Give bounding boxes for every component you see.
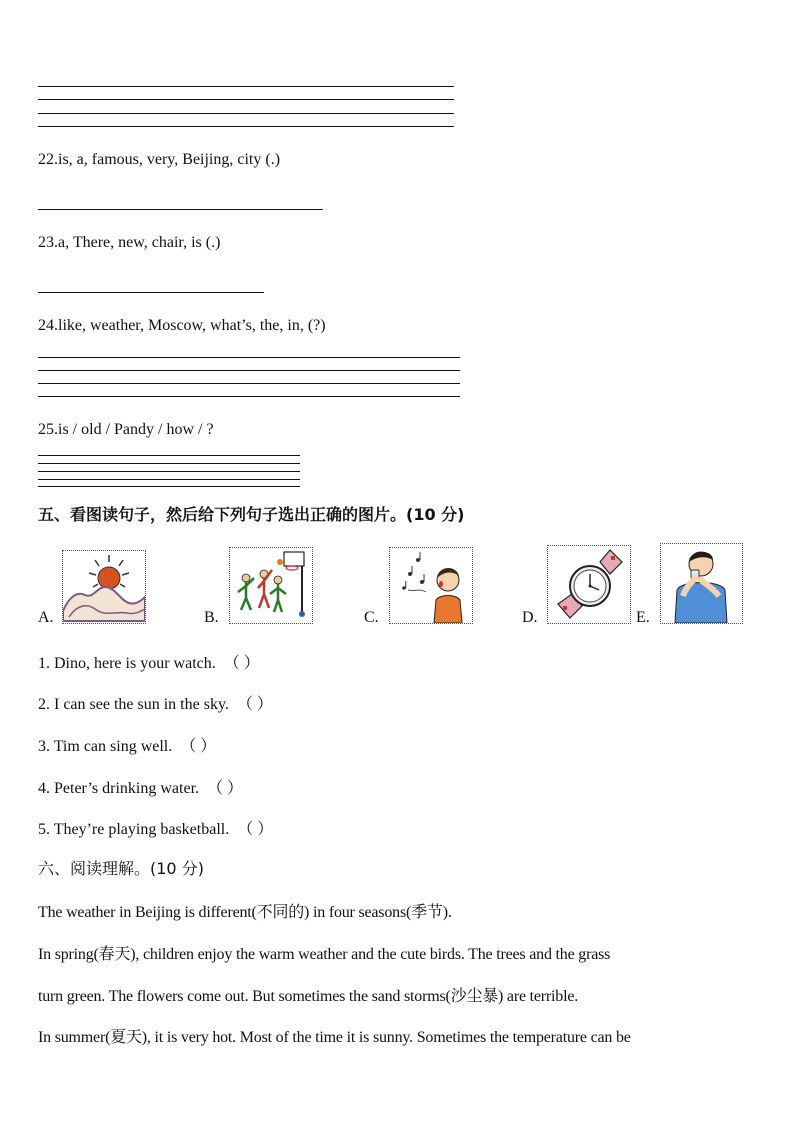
match-item: [38, 691, 273, 714]
answer-line[interactable]: [38, 126, 454, 127]
item-text: 4. Peter’s drinking water.: [38, 780, 200, 797]
question-text: is / old / Pandy / how / ?: [58, 421, 214, 438]
section-5-title: 五、看图读句子，然后给下列句子选出正确的图片。(10 分): [38, 505, 465, 524]
question-23: [38, 234, 220, 252]
question-number: 22.: [38, 151, 58, 168]
picture-letter-a: A.: [38, 609, 54, 626]
passage-line: In spring(春天), children enjoy the warm weather and the cute birds. The trees and the grass: [38, 946, 611, 963]
item-text: 5. They’re playing basketball.: [38, 821, 230, 838]
answer-line[interactable]: [38, 209, 323, 210]
match-item: [38, 733, 216, 756]
question-22: [38, 151, 280, 169]
section-6-title: 六、阅读理解。(10 分): [38, 859, 204, 878]
sun-over-hills-icon: [62, 550, 146, 624]
passage-line: In summer(夏天), it is very hot. Most of the time it is sunny. Sometimes the temperature can be: [38, 1029, 631, 1046]
question-24: [38, 317, 326, 335]
man-drinking-icon: [660, 543, 743, 624]
picture-letter-b: B.: [204, 609, 219, 626]
picture-letter-d: D.: [522, 609, 538, 626]
answer-line[interactable]: [38, 86, 454, 87]
passage-line: The weather in Beijing is different(不同的) in four seasons(季节).: [38, 904, 452, 921]
question-text: a, There, new, chair, is (.): [58, 234, 221, 251]
basketball-players-icon: [229, 547, 313, 624]
answer-line[interactable]: [38, 455, 300, 456]
answer-bracket[interactable]: （ ）: [207, 780, 244, 797]
match-item: [38, 816, 273, 839]
item-text: 3. Tim can sing well.: [38, 738, 173, 755]
answer-line[interactable]: [38, 292, 264, 293]
picture-letter-e: E.: [636, 609, 650, 626]
answer-bracket[interactable]: （ ）: [237, 821, 274, 838]
answer-bracket[interactable]: （ ）: [236, 696, 273, 713]
answer-line[interactable]: [38, 479, 300, 480]
answer-line[interactable]: [38, 471, 300, 472]
item-text: 1. Dino, here is your watch.: [38, 655, 216, 672]
answer-bracket[interactable]: （ ）: [180, 738, 217, 755]
match-item: [38, 650, 260, 673]
match-item: [38, 775, 243, 798]
answer-line[interactable]: [38, 463, 300, 464]
question-25: [38, 421, 214, 439]
picture-letter-c: C.: [364, 609, 379, 626]
item-text: 2. I can see the sun in the sky.: [38, 696, 229, 713]
wristwatch-icon: [547, 545, 631, 624]
answer-line[interactable]: [38, 99, 454, 100]
answer-line[interactable]: [38, 370, 460, 371]
question-number: 23.: [38, 234, 58, 251]
answer-line[interactable]: [38, 113, 454, 114]
answer-line[interactable]: [38, 486, 300, 487]
question-number: 25.: [38, 421, 58, 438]
boy-singing-icon: [389, 547, 473, 624]
answer-bracket[interactable]: （ ）: [223, 655, 260, 672]
answer-line[interactable]: [38, 357, 460, 358]
question-number: 24.: [38, 317, 58, 334]
passage-line: turn green. The flowers come out. But sometimes the sand storms(沙尘暴) are terrible.: [38, 988, 579, 1005]
answer-line[interactable]: [38, 383, 460, 384]
question-text: like, weather, Moscow, what’s, the, in, (?): [58, 317, 326, 334]
answer-line[interactable]: [38, 396, 460, 397]
question-text: is, a, famous, very, Beijing, city (.): [58, 151, 281, 168]
